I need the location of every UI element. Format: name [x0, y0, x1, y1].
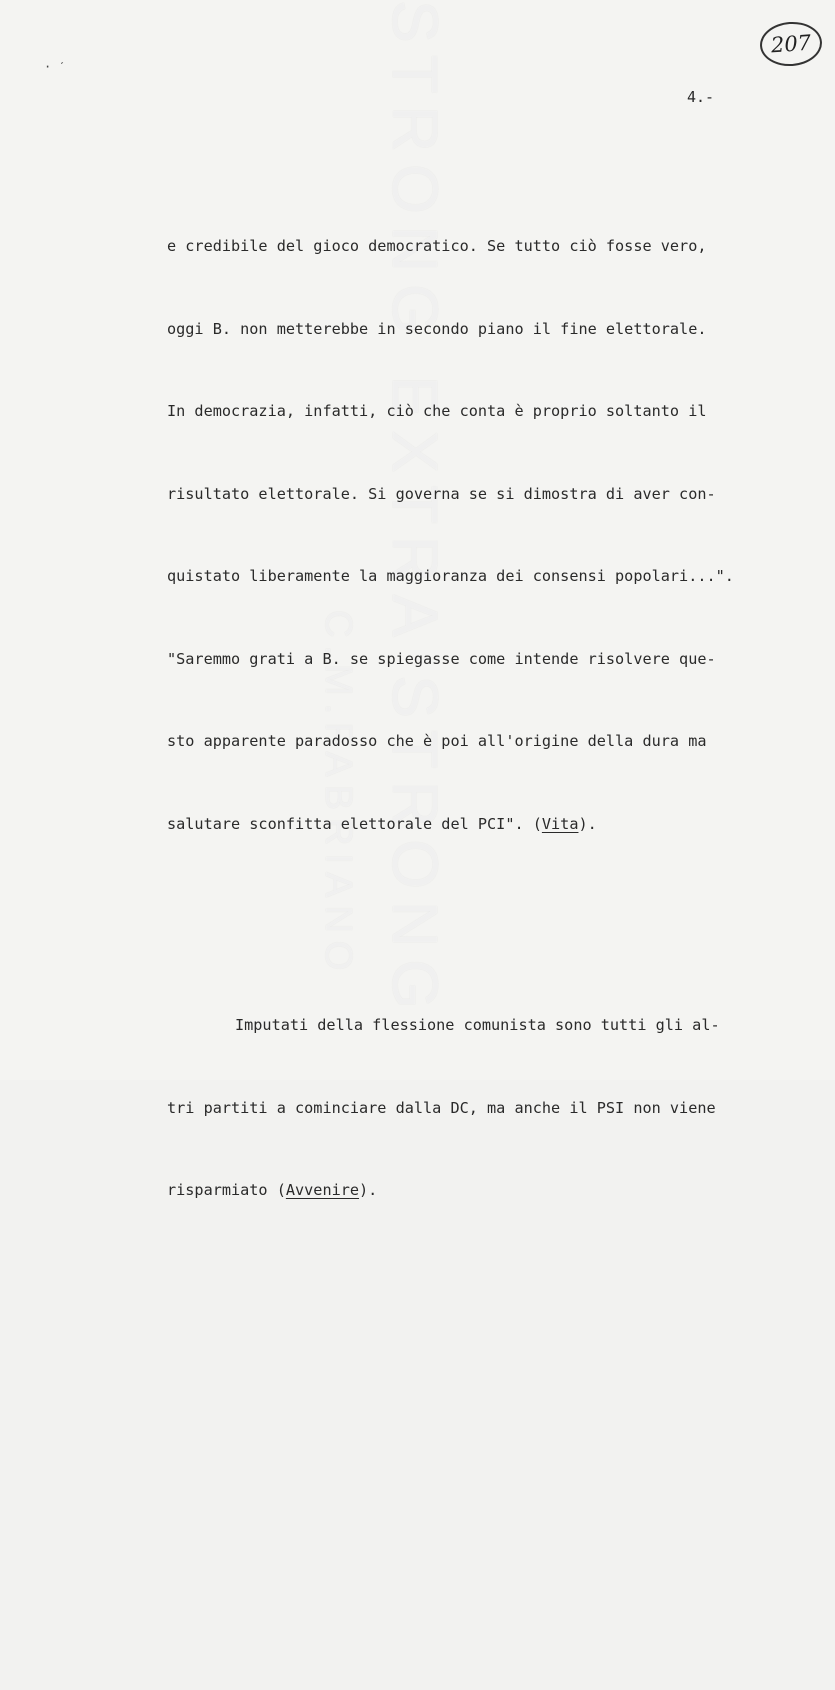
folio-number: 207 — [770, 30, 812, 58]
paper-watermark-mill: C.M.FABRIANO — [317, 610, 359, 979]
text-line: oggi B. non metterebbe in secondo piano il fine elettorale. — [167, 319, 707, 338]
text-line: risultato elettorale. Si governa se si dimostra di aver con- — [167, 484, 716, 503]
text-line: In democrazia, infatti, ciò che conta è proprio soltanto il — [167, 402, 707, 420]
source-citation-avvenire: Avvenire — [285, 1181, 360, 1199]
text-line: Imputati della flessione comunista sono tutti gli al- — [235, 1016, 720, 1034]
text-segment: ). — [578, 814, 597, 833]
paper-watermark: STRONG EXTRA STRONG — [379, 0, 451, 1021]
text-segment: salutare sconfitta elettorale del PCI". ( — [167, 814, 542, 833]
paper-speck: · ˊ — [44, 60, 66, 74]
folio-stamp — [759, 20, 824, 68]
text-line: e credibile del gioco democratico. Se tutto ciò fosse vero, — [167, 237, 707, 255]
text-segment: risparmiato ( — [167, 1181, 286, 1199]
paragraph-1 — [167, 178, 767, 893]
text-line: tri partiti a cominciare dalla DC, ma anche il PSI non viene — [167, 1098, 716, 1117]
text-segment: ). — [359, 1181, 378, 1199]
text-line — [167, 811, 767, 839]
document-body — [167, 123, 767, 1315]
text-line: sto apparente paradosso che è poi all'origine della dura ma — [167, 732, 707, 750]
text-line: "Saremmo grati a B. se spiegasse come intende risolvere que- — [167, 649, 716, 668]
source-citation-vita: Vita — [541, 814, 579, 833]
paragraph-2 — [167, 957, 767, 1260]
text-line: quistato liberamente la maggioranza dei consensi popolari...". — [167, 567, 734, 585]
text-line — [167, 1177, 767, 1205]
page-number: 4.- — [687, 88, 715, 106]
